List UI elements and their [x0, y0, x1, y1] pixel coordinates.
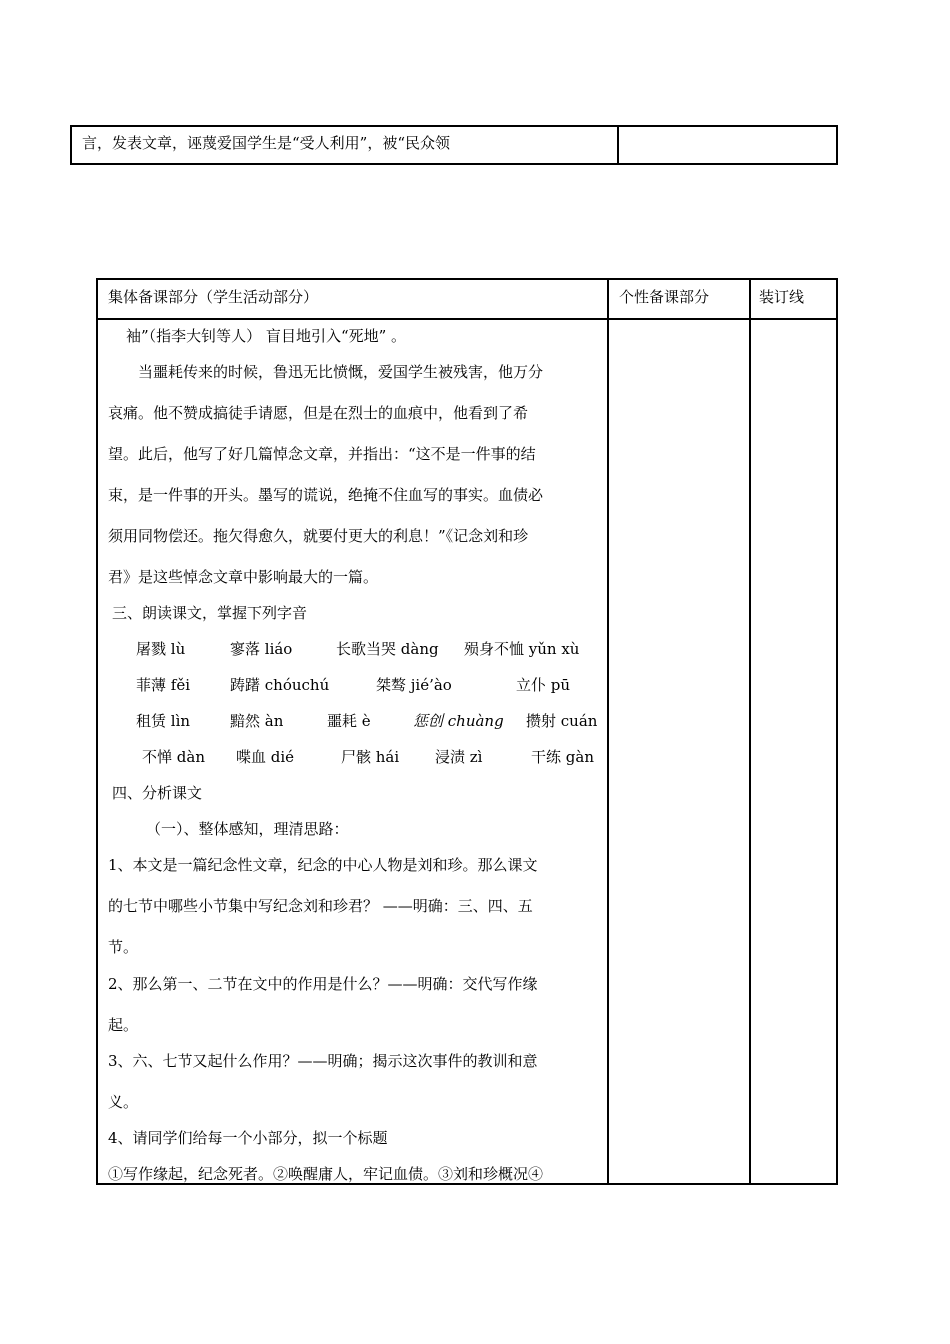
- question-line: 4、请同学们给每一个小部分，拟一个标题: [108, 1129, 388, 1147]
- top-table-fragment: [70, 125, 838, 165]
- pinyin-item: 屠戮 lù: [136, 640, 186, 658]
- lesson-plan-table: [96, 278, 838, 1185]
- pinyin-item: 干练 gàn: [531, 748, 594, 766]
- header-binding-line: 装订线: [759, 288, 805, 306]
- text-line: 袖”（指李大钊等人） 盲目地引入“死地” 。: [126, 327, 407, 345]
- pinyin-item: 租赁 lìn: [136, 712, 191, 730]
- question-line: 起。: [108, 1016, 139, 1034]
- pinyin-item: 尸骸 hái: [341, 748, 400, 766]
- pinyin-item: 殒身不恤 yǔn xù: [464, 640, 580, 658]
- column-divider-2: [749, 280, 751, 1183]
- pinyin-item: 长歌当哭 dàng: [336, 640, 439, 658]
- pinyin-item: 黯然 àn: [230, 712, 284, 730]
- pinyin-item: 惩创 chuàng: [413, 712, 504, 730]
- text-line: 当噩耗传来的时候，鲁迅无比愤慨，爱国学生被残害，他万分: [138, 363, 544, 381]
- text-line: 须用同物偿还。拖欠得愈久，就要付更大的利息！”《记念刘和珍: [108, 527, 529, 545]
- question-line: 的七节中哪些小节集中写纪念刘和珍君？ ——明确：三、四、五: [108, 897, 533, 915]
- column-divider-1: [607, 280, 609, 1183]
- question-line: ①写作缘起，纪念死者。②唤醒庸人，牢记血债。③刘和珍概况④: [108, 1165, 544, 1183]
- text-line: 君》是这些悼念文章中影响最大的一篇。: [108, 568, 379, 586]
- question-line: 2、那么第一、二节在文中的作用是什么？——明确：交代写作缘: [108, 975, 538, 993]
- pinyin-item: 寥落 liáo: [230, 640, 293, 658]
- question-line: 节。: [108, 938, 139, 956]
- question-line: 3、六、七节又起什么作用？——明确；揭示这次事件的教训和意: [108, 1052, 538, 1070]
- pinyin-item: 菲薄 fěi: [136, 676, 190, 694]
- header-personal-prep: 个性备课部分: [619, 288, 710, 306]
- text-line: 哀痛。他不赞成搞徒手请愿，但是在烈士的血痕中，他看到了希: [108, 404, 529, 422]
- pinyin-item: 噩耗 è: [327, 712, 371, 730]
- pinyin-item: 踌躇 chóuchú: [230, 676, 330, 694]
- pinyin-item: 立仆 pū: [516, 676, 571, 694]
- question-line: 义。: [108, 1093, 139, 1111]
- section-3-heading: 三、朗读课文，掌握下列字音: [112, 604, 308, 622]
- top-table-text: 言，发表文章，诬蔑爱国学生是“受人利用”，被“民众领: [72, 127, 619, 163]
- pinyin-item: 攒射 cuán: [526, 712, 598, 730]
- pinyin-item: 喋血 dié: [236, 748, 295, 766]
- top-table-empty-cell: [619, 127, 836, 163]
- pinyin-item: 浸渍 zì: [435, 748, 483, 766]
- header-group-prep: 集体备课部分（学生活动部分）: [108, 288, 319, 306]
- question-line: 1、本文是一篇纪念性文章，纪念的中心人物是刘和珍。那么课文: [108, 856, 538, 874]
- pinyin-item: 不惮 dàn: [142, 748, 205, 766]
- section-4-heading: 四、分析课文: [112, 784, 203, 802]
- text-line: 望。此后，他写了好几篇悼念文章，并指出：“这不是一件事的结: [108, 445, 536, 463]
- text-line: 束，是一件事的开头。墨写的谎说，绝掩不住血写的事实。血债必: [108, 486, 544, 504]
- pinyin-item: 桀骜 jié’ào: [376, 676, 452, 694]
- subsection-1-heading: （一）、整体感知，理清思路：: [146, 820, 349, 838]
